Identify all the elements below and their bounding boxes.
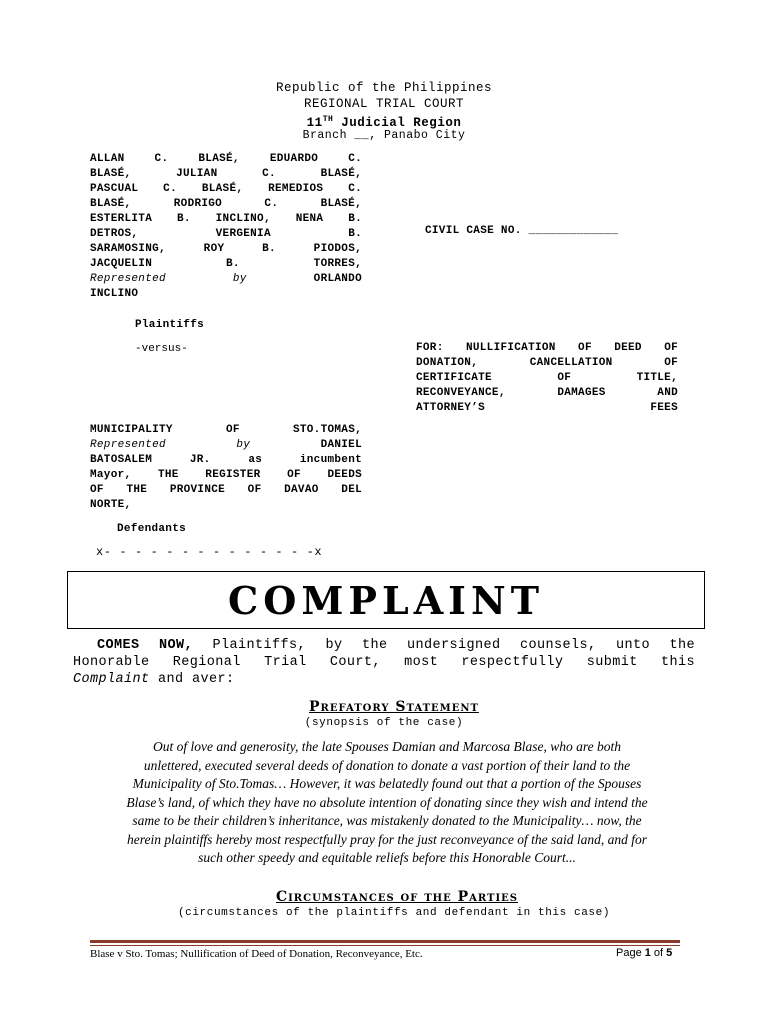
footer-page-number: Page 1 of 5: [616, 947, 673, 959]
intro-line-1: COMES NOW, Plaintiffs, by the undersigned counsels, unto the: [97, 638, 695, 653]
header-court: REGIONAL TRIAL COURT: [303, 97, 465, 111]
prefatory-body: [76, 738, 698, 868]
caption-separator: x- - - - - - - - - - - - - -x: [96, 545, 323, 559]
prefatory-line: Out of love and generosity, the late Spouses Damian and Marcosa Blase, who are both: [153, 739, 621, 754]
prefatory-line: such other speedy and equitable reliefs before this Honorable Court...: [198, 850, 576, 865]
plaintiff-line: DETROS, VERGENIA B.: [90, 228, 362, 240]
defendant-line: BATOSALEM JR. as incumbent: [90, 454, 362, 466]
defendant-represented-line: Represented by DANIEL: [90, 439, 362, 451]
circumstances-title: Circumstances of the Parties: [275, 889, 519, 905]
complaint-title: COMPLAINT: [228, 577, 544, 623]
prefatory-line: unlettered, executed several deeds of donation to donate a vast portion of their land to the: [143, 757, 631, 773]
header-branch: Branch __, Panabo City: [302, 129, 466, 142]
plaintiff-line: BLASÉ, RODRIGO C. BLASÉ,: [90, 198, 362, 210]
for-line: RECONVEYANCE, DAMAGES AND: [416, 387, 678, 399]
prefatory-title: Prefatory Statement: [309, 699, 479, 715]
for-line: ATTORNEY’S FEES: [416, 402, 678, 414]
for-line: CERTIFICATE OF TITLE,: [416, 372, 678, 384]
defendant-line: NORTE,: [90, 499, 132, 511]
intro-line-3: Complaint and aver:: [73, 672, 235, 687]
complaint-title-box: [67, 571, 705, 629]
header-republic: Republic of the Philippines: [275, 81, 493, 95]
plaintiff-represented-line: Represented by ORLANDO: [90, 273, 362, 285]
prefatory-line: herein plaintiffs hereby most respectfully pray for the just reconveyance of the said land, and for: [127, 831, 647, 847]
defendant-line: OF THE PROVINCE OF DAVAO DEL: [90, 484, 362, 496]
prefatory-subtitle: (synopsis of the case): [304, 717, 464, 729]
defendants-label: Defendants: [117, 523, 187, 535]
circumstances-subtitle: (circumstances of the plaintiffs and defendant in this case): [177, 907, 611, 919]
intro-line-2: Honorable Regional Trial Court, most respectfully submit this: [73, 655, 695, 670]
plaintiff-line: SARAMOSING, ROY B. PIODOS,: [90, 243, 362, 255]
plaintiffs-block: [90, 152, 362, 302]
civil-case-number: CIVIL CASE NO. _____________: [425, 225, 619, 237]
plaintiffs-label: Plaintiffs: [135, 319, 205, 331]
for-line: FOR: NULLIFICATION OF DEED OF: [416, 342, 678, 354]
prefatory-line: same to be their children’s inheritance, was mistakenly donated to the Municipality… now, the: [132, 813, 642, 828]
versus-label: -versus-: [135, 343, 188, 355]
plaintiff-line: ESTERLITA B. INCLINO, NENA B.: [90, 213, 362, 225]
header-region: 11TH Judicial Region: [306, 115, 462, 131]
prefatory-line: Municipality of Sto.Tomas… However, it was belatedly found out that a portion of the Spouses: [132, 776, 642, 791]
plaintiff-line: ALLAN C. BLASÉ, EDUARDO C.: [90, 153, 362, 165]
plaintiff-rep-name: INCLINO: [90, 288, 139, 300]
plaintiff-line: BLASÉ, JULIAN C. BLASÉ,: [90, 168, 362, 180]
plaintiff-line: JACQUELIN B. TORRES,: [90, 258, 362, 270]
for-block: [416, 341, 678, 416]
footer-rule-thin: [90, 945, 680, 946]
intro-paragraph: [73, 637, 695, 688]
footer-rule: [90, 940, 680, 943]
defendants-block: [90, 423, 362, 513]
defendant-line: Mayor, THE REGISTER OF DEEDS: [90, 469, 362, 481]
footer-case-title: Blase v Sto. Tomas; Nullification of Deed of Donation, Reconveyance, Etc.: [90, 948, 423, 960]
prefatory-line: Blase’s land, of which they have no absolute intention of donating since they wish and intend the: [126, 794, 648, 810]
plaintiff-line: PASCUAL C. BLASÉ, REMEDIOS C.: [90, 183, 362, 195]
for-line: DONATION, CANCELLATION OF: [416, 357, 678, 369]
defendant-line: MUNICIPALITY OF STO.TOMAS,: [90, 424, 362, 436]
